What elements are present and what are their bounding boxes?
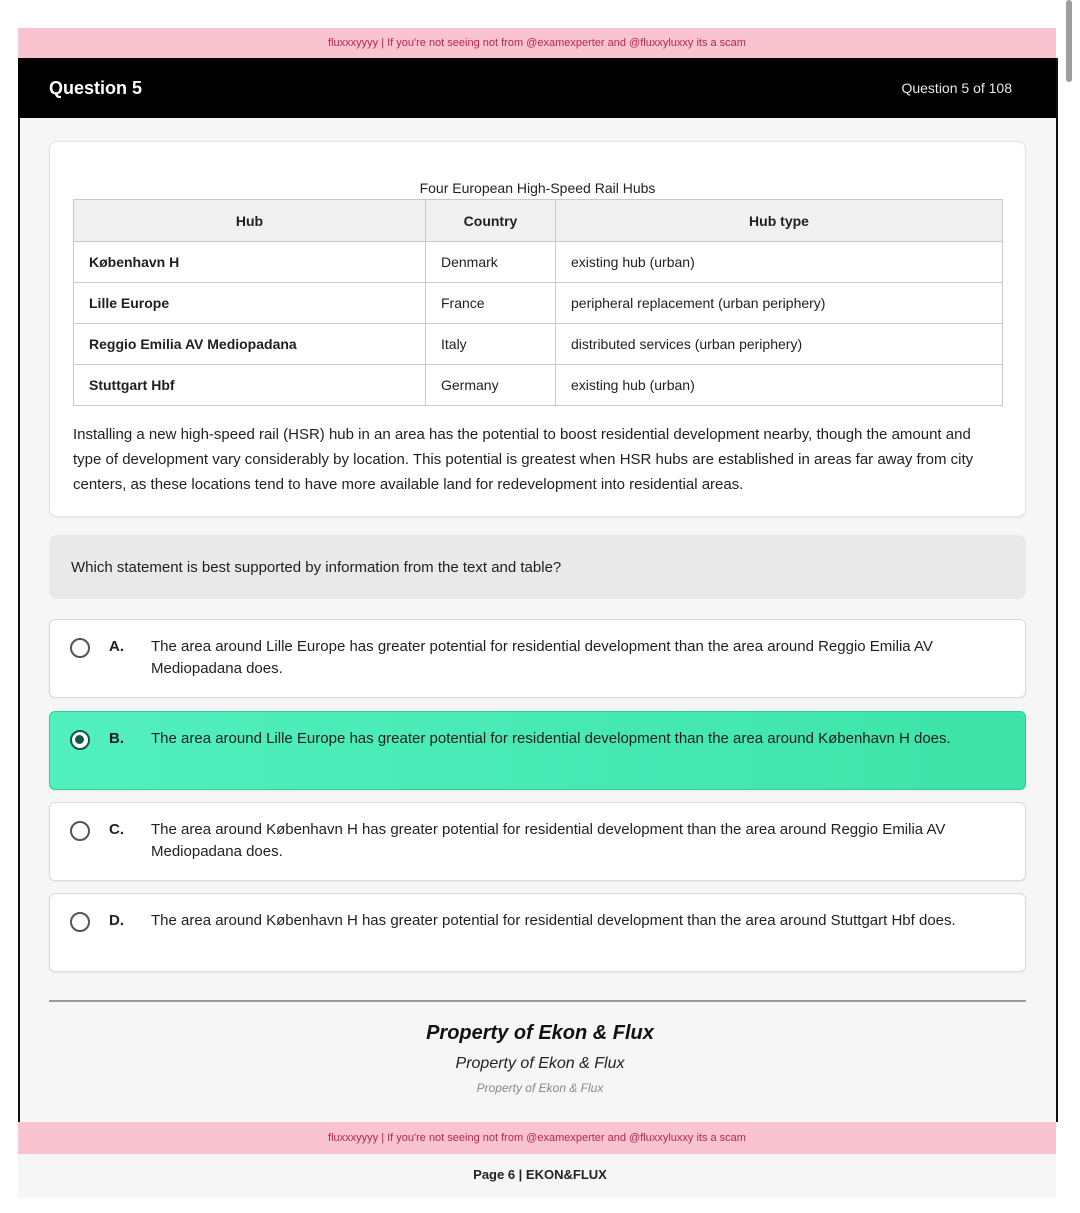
- choice-text: The area around Lille Europe has greater potential for residential development than the area around København H does.: [151, 730, 951, 747]
- hub-cell: Reggio Emilia AV Mediopadana: [74, 324, 426, 365]
- property-notice-small: Property of Ekon & Flux: [476, 1081, 604, 1095]
- question-prompt: [49, 535, 1026, 599]
- choice-text: The area around København H has greater potential for residential development than the area around Reggio Emilia AV Mediopadana does.: [151, 821, 946, 860]
- table-row: [74, 324, 1003, 365]
- hub-cell: Stuttgart Hbf: [74, 365, 426, 406]
- radio-dot-icon: [75, 735, 84, 744]
- page-number: Page 6 | EKON&FLUX: [473, 1167, 607, 1182]
- table-header-row: [74, 200, 1003, 242]
- hub-cell: København H: [74, 242, 426, 283]
- country-cell: Denmark: [426, 242, 556, 283]
- question-header: [18, 58, 1056, 118]
- top-warning-banner: [18, 28, 1056, 58]
- prompt-text: Which statement is best supported by information from the text and table?: [71, 558, 562, 576]
- choice-letter: C.: [109, 821, 124, 838]
- choice-letter: D.: [109, 912, 124, 929]
- table-caption: Four European High-Speed Rail Hubs: [419, 180, 656, 196]
- footer-divider: [49, 1000, 1026, 1002]
- choice-a[interactable]: [49, 619, 1026, 698]
- radio-icon[interactable]: [70, 821, 90, 841]
- hub-type-cell: distributed services (urban periphery): [556, 324, 1003, 365]
- question-title: Question 5: [49, 77, 143, 98]
- banner-text: fluxxxyyyy | If you're not seeing not from @examexperter and @fluxxyluxxy its a scam: [328, 37, 746, 49]
- table-row: [74, 242, 1003, 283]
- hub-type-cell: existing hub (urban): [556, 242, 1003, 283]
- property-notice-medium: Property of Ekon & Flux: [455, 1055, 625, 1072]
- hub-type-cell: existing hub (urban): [556, 365, 1003, 406]
- hub-type-cell: peripheral replacement (urban periphery): [556, 283, 1003, 324]
- table-row: [74, 365, 1003, 406]
- choice-text: The area around Lille Europe has greater potential for residential development than the area around Reggio Emilia AV Mediopadana does.: [151, 638, 933, 677]
- radio-icon[interactable]: [70, 638, 90, 658]
- column-header: Country: [426, 200, 556, 242]
- hub-cell: Lille Europe: [74, 283, 426, 324]
- choice-text: The area around København H has greater potential for residential development than the area around Stuttgart Hbf does.: [151, 912, 956, 929]
- choice-letter: B.: [109, 730, 124, 747]
- choice-letter: A.: [109, 638, 124, 655]
- scrollbar[interactable]: [1066, 0, 1072, 82]
- column-header: Hub type: [556, 200, 1003, 242]
- property-notice-large: Property of Ekon & Flux: [426, 1022, 654, 1044]
- banner-text: fluxxxyyyy | If you're not seeing not from @examexperter and @fluxxyluxxy its a scam: [328, 1132, 746, 1144]
- bottom-warning-banner: [18, 1122, 1056, 1154]
- country-cell: Italy: [426, 324, 556, 365]
- radio-icon[interactable]: [70, 912, 90, 932]
- choice-d[interactable]: [49, 893, 1026, 972]
- country-cell: Germany: [426, 365, 556, 406]
- hubs-table: [73, 199, 1003, 406]
- radio-selected-icon[interactable]: [70, 730, 90, 750]
- passage-text: Installing a new high-speed rail (HSR) hub in an area has the potential to boost residential development nearby, though the amount and type of development vary considerably by location. This potential is greatest when HSR hubs are established in areas far away from city centers, as these locations tend to have more available land for redevelopment into residential areas.: [73, 426, 974, 493]
- stimulus-card: [49, 141, 1026, 517]
- country-cell: France: [426, 283, 556, 324]
- column-header: Hub: [74, 200, 426, 242]
- choice-c[interactable]: [49, 802, 1026, 881]
- table-row: [74, 283, 1003, 324]
- question-counter: Question 5 of 108: [901, 80, 1012, 96]
- choice-b[interactable]: [49, 711, 1026, 790]
